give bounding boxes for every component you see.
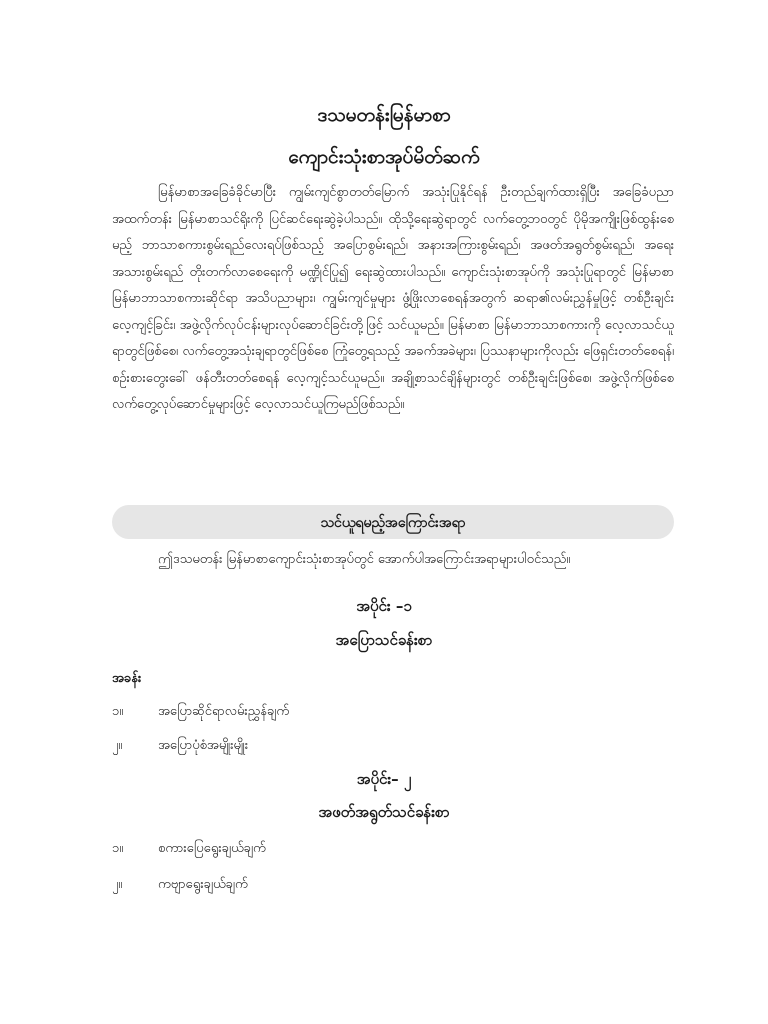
list-item (112, 703, 289, 722)
list-item (112, 876, 248, 895)
list-item-number: ၂။ (112, 877, 123, 892)
part-1-label: အပိုင်း –၁ (356, 597, 412, 615)
intro-paragraph: မြန်မာစာအခြေခံခိုင်မာပြီး ကျွမ်းကျင်စွာတတ်မြောက် အသုံးပြုနိုင်ရန် ဦးတည်ချက်ထားရှိပြီး အခြေခံပညာအထက်တန်း မြန်မာစာသင်ရိုးကို ပြင်ဆင်ရေးဆွဲခဲ့ပါသည်။ ထိုသို့ရေးဆွဲရာတွင် လက်တွေ့ဘဝတွင် ပိုမိုအကျိုးဖြစ်ထွန်းစေမည့် ဘာသာစကားစွမ်းရည်လေးရပ်ဖြစ်သည့် အပြောစွမ်းရည်၊ အနားအကြားစွမ်းရည်၊ အဖတ်အရွတ်စွမ်းရည်၊ အရေးအသားစွမ်းရည် တိုးတက်လာစေရေးကို မဏ္ဍိုင်ပြု၍ ရေးဆွဲထားပါသည်။ ကျောင်းသုံးစာအုပ်ကို အသုံးပြုရာတွင် မြန်မာစာ မြန်မာဘာသာစကားဆိုင်ရာ အသိပညာများ၊ ကျွမ်းကျင်မှုများ ဖွံ့ဖြိုးလာစေရန်အတွက် ဆရာ၏လမ်းညွှန်မှုဖြင့် တစ်ဦးချင်းလေ့ကျင့်ခြင်း၊ အဖွဲ့လိုက်လုပ်ငန်းများလုပ်ဆောင်ခြင်းတို့ဖြင့် သင်ယူမည်။ မြန်မာစာ မြန်မာဘာသာစကားကို လေ့လာသင်ယူရာတွင်ဖြစ်စေ၊ လက်တွေ့အသုံးချရာတွင်ဖြစ်စေ ကြုံတွေ့ရသည့် အခက်အခဲများ၊ ပြဿနာများကိုလည်း ဖြေရှင်းတတ်စေရန်၊ စဉ်းစားတွေးခေါ် ဖန်တီးတတ်စေရန် လေ့ကျင့်သင်ယူမည်။ အချို့စာသင်ချိန်များတွင် တစ်ဦးချင်းဖြစ်စေ၊ အဖွဲ့လိုက်ဖြစ်စေ လက်တွေ့လုပ်ဆောင်မှုများဖြင့် လေ့လာသင်ယူကြမည်ဖြစ်သည်။ (112, 185, 674, 412)
chapter-heading: အခန်း (112, 671, 142, 686)
list-item-text: အပြောပုံစံအမျိုးမျိုး (158, 738, 249, 753)
book-title: ဒသမတန်းမြန်မာစာ (317, 104, 451, 126)
list-item (112, 840, 266, 859)
list-item-number: ၁။ (112, 841, 124, 856)
topics-banner (112, 505, 674, 539)
list-item-text: ကဗျာရွေးချယ်ချက် (158, 877, 248, 892)
part-2-label: အပိုင်း– ၂ (356, 770, 412, 788)
list-item (112, 737, 248, 756)
list-item-number: ၁။ (112, 704, 124, 719)
section-title: ကျောင်းသုံးစာအုပ်မိတ်ဆက် (288, 146, 480, 168)
list-item-number: ၂။ (112, 738, 123, 753)
topics-banner-label: သင်ယူရမည့်အကြောင်းအရာ (320, 515, 466, 531)
part-2-title: အဖတ်အရွတ်သင်ခန်းစာ (318, 803, 450, 821)
list-item-text: စကားပြေရွေးချယ်ချက် (158, 841, 266, 856)
part-1-title: အပြောသင်ခန်းစာ (335, 631, 433, 649)
contents-statement: ဤဒသမတန်း မြန်မာစာကျောင်းသုံးစာအုပ်တွင် အောက်ပါအကြောင်းအရာများပါဝင်သည်။ (158, 552, 571, 567)
list-item-text: အပြောဆိုင်ရာလမ်းညွှန်ချက် (158, 704, 290, 719)
